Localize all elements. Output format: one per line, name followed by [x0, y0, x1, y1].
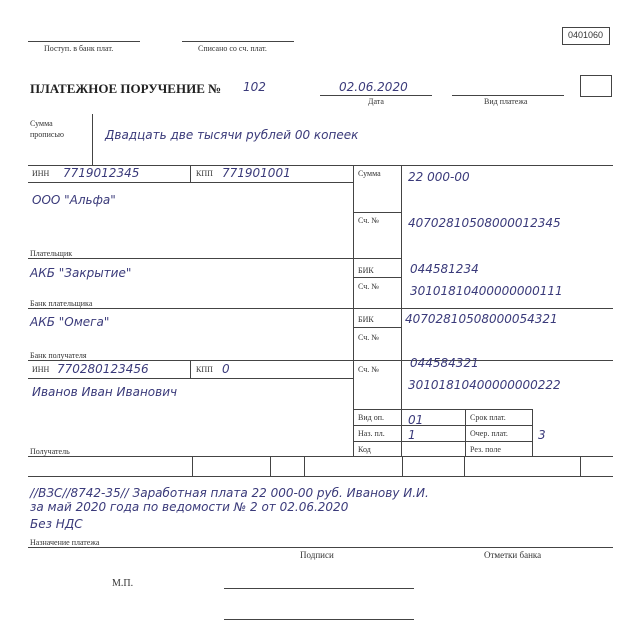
op-row-line-1: [353, 425, 533, 426]
document-date: 02.06.2020: [339, 80, 408, 94]
payer-inn-row-line: [28, 182, 354, 183]
payer-kpp-label: КПП: [196, 169, 213, 178]
debited-line: [182, 41, 294, 42]
payee-inn-split: [190, 360, 191, 378]
payee-bank-caption: Банк получателя: [30, 351, 87, 360]
payee-inn-row-line: [28, 378, 354, 379]
payee-inn: 770280123456: [57, 362, 149, 376]
payer-row-bottom: [28, 258, 354, 259]
payee-caption: Получатель: [30, 447, 70, 456]
amount-label: Сумма: [358, 169, 381, 178]
payer-kpp: 771901001: [222, 166, 291, 180]
op-purpose: 1: [408, 428, 416, 442]
payee-bank-corr: 30101810400000000222: [408, 378, 561, 392]
top-right-box: [580, 75, 612, 97]
payer-inn-split: [190, 165, 191, 182]
op-term-label: Срок плат.: [470, 413, 506, 422]
date-line: [320, 95, 432, 96]
purpose-bottom-line: [28, 547, 613, 548]
amount-words-label-2: прописью: [30, 130, 65, 139]
payer-bank-bik-label: БИК: [358, 266, 374, 275]
payee-name: Иванов Иван Иванович: [32, 385, 178, 399]
payer-bank-name: АКБ "Закрытие": [30, 266, 132, 280]
op-type: 01: [408, 413, 424, 427]
payer-bank-corr: 30101810400000000111: [410, 284, 563, 298]
payment-type-line: [452, 95, 564, 96]
payer-inn-label: ИНН: [32, 169, 50, 178]
payee-bank-corr-label: Сч. №: [358, 333, 379, 342]
field-split-3: [304, 456, 305, 476]
op-row-line-2: [353, 441, 533, 442]
document-title: ПЛАТЕЖНОЕ ПОРУЧЕНИЕ №: [30, 81, 222, 96]
payer-name: ООО "Альфа": [32, 193, 116, 207]
payer-bank-bik-line: [353, 277, 401, 278]
signature-line-1: [224, 588, 414, 589]
signature-line-2: [224, 619, 414, 620]
amount-row-bottom: [353, 212, 401, 213]
payee-kpp: 0: [222, 362, 230, 376]
signatures-label: Подписи: [300, 550, 334, 560]
op-block-top: [353, 409, 533, 410]
op-col-split-1: [465, 409, 466, 456]
payer-account-label: Сч. №: [358, 216, 379, 225]
fields-row-bottom: [28, 476, 613, 477]
debited-label: Списано со сч. плат.: [198, 44, 267, 53]
amount-words-label-1: Сумма: [30, 119, 53, 128]
form-code: 0401060: [568, 30, 604, 40]
field-split-5: [464, 456, 465, 476]
payment-type-label: Вид платежа: [484, 97, 528, 106]
op-col-split-2: [532, 409, 533, 456]
field-split-2: [270, 456, 271, 476]
payer-bank-top: [353, 258, 401, 259]
received-label: Поступ. в банк плат.: [44, 44, 114, 53]
payer-bank-row-bottom: [28, 308, 613, 309]
bank-marks-label: Отметки банка: [484, 550, 542, 560]
purpose-line-3: Без НДС: [30, 517, 83, 531]
date-label: Дата: [368, 97, 384, 106]
field-split-1: [192, 456, 193, 476]
grid-col-left-split: [353, 165, 354, 456]
received-line: [28, 41, 140, 42]
op-purpose-label: Наз. пл.: [358, 429, 385, 438]
stamp-label: М.П.: [112, 578, 134, 589]
payee-inn-label: ИНН: [32, 365, 50, 374]
purpose-caption: Назначение платежа: [30, 538, 100, 547]
op-code-label: Код: [358, 445, 371, 454]
purpose-line-1: //ВЗС//8742-35// Заработная плата 22 000-00 руб. Иванову И.И.: [30, 486, 429, 500]
payee-bank-row-bottom: [28, 360, 613, 361]
document-number: 102: [243, 80, 266, 94]
payer-bank-corr-label: Сч. №: [358, 282, 379, 291]
payee-account-label: Сч. №: [358, 365, 379, 374]
grid-col-right-split: [401, 165, 402, 456]
amount-value: 22 000-00: [408, 170, 470, 184]
op-type-label: Вид оп.: [358, 413, 384, 422]
field-split-6: [580, 456, 581, 476]
payee-bank-name: АКБ "Омега": [30, 315, 110, 329]
payee-bank-bik-label: БИК: [358, 315, 374, 324]
field-split-4: [402, 456, 403, 476]
amount-words-divider: [92, 114, 93, 165]
purpose-line-2: за май 2020 года по ведомости № 2 от 02.06.2020: [30, 500, 349, 514]
op-order-label: Очер. плат.: [470, 429, 508, 438]
payer-bank-bik: 044581234: [410, 262, 479, 276]
payee-kpp-label: КПП: [196, 365, 213, 374]
amount-words-value: Двадцать две тысячи рублей 00 копеек: [105, 128, 359, 142]
payee-bank-bik: 40702810508000054321: [405, 312, 558, 326]
fields-row-top: [28, 456, 613, 457]
payer-account: 40702810508000012345: [408, 216, 561, 230]
payer-caption: Плательщик: [30, 249, 73, 258]
payee-bank-bik-line: [353, 327, 401, 328]
payer-inn: 7719012345: [63, 166, 140, 180]
payer-bank-caption: Банк плательщика: [30, 299, 93, 308]
payee-bank-bik2: 044584321: [410, 356, 479, 370]
op-reserve-label: Рез. поле: [470, 445, 501, 454]
op-order: 3: [538, 428, 546, 442]
